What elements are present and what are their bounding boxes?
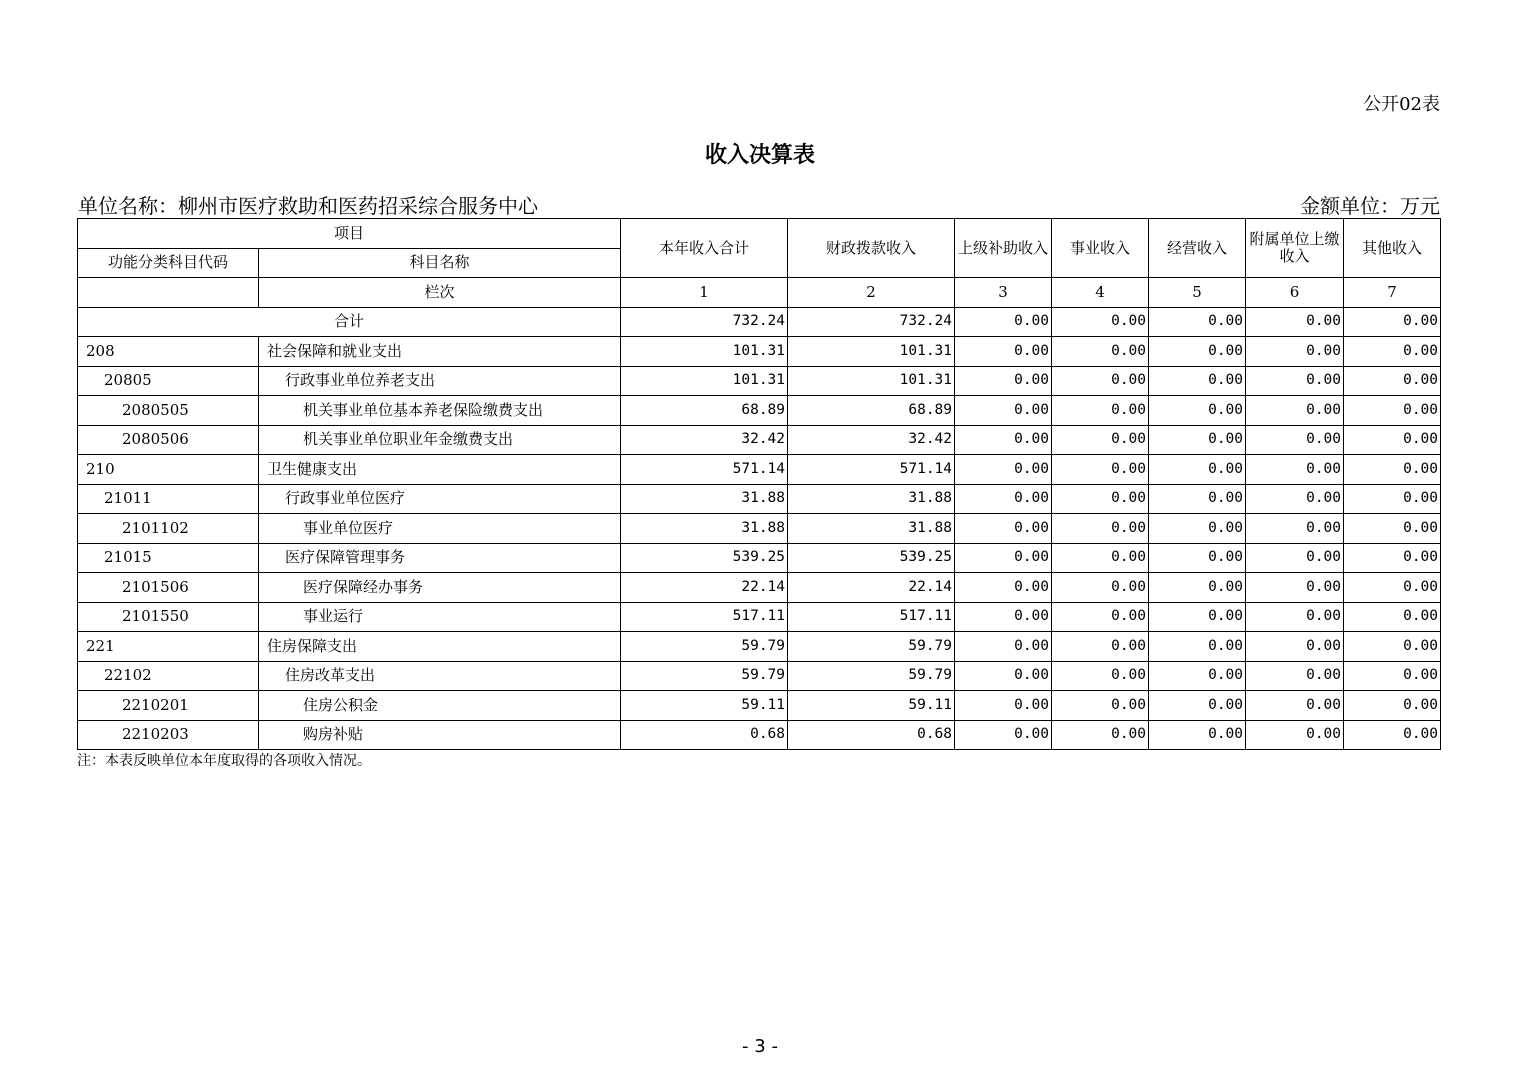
amount-cell: 0.00 (1246, 602, 1344, 632)
total-label: 合计 (78, 307, 621, 337)
amount-cell: 0.00 (1149, 455, 1246, 485)
amount-cell: 0.00 (955, 484, 1052, 514)
amount-cell: 0.00 (955, 661, 1052, 691)
total-value: 732.24 (788, 307, 955, 337)
amount-cell: 0.00 (1246, 455, 1344, 485)
header-affiliated: 附属单位上缴收入 (1246, 219, 1344, 278)
subject-name: 机关事业单位职业年金缴费支出 (259, 425, 621, 455)
amount-cell: 0.00 (955, 396, 1052, 426)
amount-cell: 0.00 (955, 337, 1052, 367)
amount-cell: 0.00 (1246, 543, 1344, 573)
header-name: 科目名称 (259, 248, 621, 278)
amount-cell: 32.42 (788, 425, 955, 455)
total-value: 732.24 (621, 307, 788, 337)
subject-code: 2101550 (78, 602, 259, 632)
total-value: 0.00 (1344, 307, 1441, 337)
table-row (78, 484, 1441, 514)
total-value: 0.00 (1149, 307, 1246, 337)
amount-cell: 0.00 (1149, 691, 1246, 721)
col-num: 2 (788, 278, 955, 308)
amount-cell: 0.00 (1149, 543, 1246, 573)
amount-cell: 0.00 (1052, 455, 1149, 485)
page-title: 收入决算表 (704, 142, 815, 168)
amount-cell: 59.79 (621, 661, 788, 691)
table-row (78, 514, 1441, 544)
amount-cell: 101.31 (788, 337, 955, 367)
subject-name: 卫生健康支出 (259, 455, 621, 485)
amount-cell: 0.00 (1246, 337, 1344, 367)
amount-cell: 31.88 (788, 484, 955, 514)
amount-cell: 0.00 (1052, 484, 1149, 514)
amount-cell: 101.31 (788, 366, 955, 396)
amount-cell: 0.00 (955, 543, 1052, 573)
amount-cell: 0.00 (1246, 661, 1344, 691)
subject-name: 事业单位医疗 (259, 514, 621, 544)
amount-cell: 0.00 (1052, 720, 1149, 750)
amount-cell: 0.00 (1344, 514, 1441, 544)
amount-cell: 0.00 (1052, 514, 1149, 544)
amount-cell: 59.79 (788, 632, 955, 662)
amount-cell: 0.00 (1052, 425, 1149, 455)
amount-cell: 0.00 (1246, 484, 1344, 514)
amount-cell: 0.00 (1344, 337, 1441, 367)
amount-cell: 68.89 (621, 396, 788, 426)
amount-cell: 101.31 (621, 366, 788, 396)
amount-cell: 517.11 (621, 602, 788, 632)
amount-cell: 68.89 (788, 396, 955, 426)
subject-name: 医疗保障管理事务 (259, 543, 621, 573)
table-row (78, 366, 1441, 396)
header-project: 项目 (78, 219, 621, 249)
column-index-row (78, 278, 1441, 308)
amount-cell: 0.00 (1149, 396, 1246, 426)
amount-cell: 0.00 (1344, 691, 1441, 721)
col-num: 6 (1246, 278, 1344, 308)
subject-name: 住房保障支出 (259, 632, 621, 662)
amount-cell: 31.88 (621, 514, 788, 544)
column-index-label: 栏次 (259, 278, 621, 308)
table-row (78, 337, 1441, 367)
subject-name: 社会保障和就业支出 (259, 337, 621, 367)
amount-cell: 571.14 (621, 455, 788, 485)
amount-cell: 0.00 (1344, 573, 1441, 603)
subject-name: 住房公积金 (259, 691, 621, 721)
table-note: 注：本表反映单位本年度取得的各项收入情况。 (77, 753, 371, 769)
subject-code: 210 (78, 455, 259, 485)
header-superior: 上级补助收入 (955, 219, 1052, 278)
subject-code: 20805 (78, 366, 259, 396)
amount-cell: 0.00 (1344, 455, 1441, 485)
amount-cell: 0.00 (1052, 602, 1149, 632)
amount-cell: 0.00 (1149, 661, 1246, 691)
amount-cell: 0.00 (1344, 661, 1441, 691)
amount-cell: 0.68 (788, 720, 955, 750)
col-num: 7 (1344, 278, 1441, 308)
header-total: 本年收入合计 (621, 219, 788, 278)
subject-code: 2210201 (78, 691, 259, 721)
amount-cell: 0.00 (1246, 573, 1344, 603)
amount-cell: 0.00 (1344, 632, 1441, 662)
col-num: 3 (955, 278, 1052, 308)
total-value: 0.00 (955, 307, 1052, 337)
subject-code: 22102 (78, 661, 259, 691)
amount-cell: 0.00 (1149, 720, 1246, 750)
amount-cell: 0.00 (1246, 691, 1344, 721)
subject-name: 住房改革支出 (259, 661, 621, 691)
amount-cell: 32.42 (621, 425, 788, 455)
table-row (78, 661, 1441, 691)
amount-cell: 0.00 (1246, 632, 1344, 662)
amount-cell: 0.00 (955, 720, 1052, 750)
amount-cell: 0.00 (1052, 366, 1149, 396)
amount-cell: 0.00 (1052, 543, 1149, 573)
page-number: - 3 - (742, 1036, 778, 1057)
amount-cell: 0.00 (1052, 337, 1149, 367)
amount-cell: 0.00 (1149, 514, 1246, 544)
subject-code: 2080506 (78, 425, 259, 455)
table-row (78, 720, 1441, 750)
amount-cell: 0.00 (955, 602, 1052, 632)
amount-cell: 0.00 (1149, 602, 1246, 632)
table-row (78, 573, 1441, 603)
amount-cell: 0.00 (1246, 720, 1344, 750)
table-row (78, 425, 1441, 455)
amount-cell: 31.88 (788, 514, 955, 544)
amount-cell: 0.00 (1052, 691, 1149, 721)
amount-cell: 0.00 (955, 514, 1052, 544)
amount-cell: 0.00 (1149, 337, 1246, 367)
amount-cell: 0.00 (1149, 632, 1246, 662)
header-fiscal: 财政拨款收入 (788, 219, 955, 278)
amount-cell: 0.00 (1149, 366, 1246, 396)
header-other: 其他收入 (1344, 219, 1441, 278)
amount-cell: 59.11 (621, 691, 788, 721)
amount-cell: 0.00 (955, 573, 1052, 603)
table-row (78, 602, 1441, 632)
subject-code: 2101506 (78, 573, 259, 603)
amount-cell: 59.79 (788, 661, 955, 691)
amount-cell: 0.00 (955, 455, 1052, 485)
amount-cell: 59.79 (621, 632, 788, 662)
total-row (78, 307, 1441, 337)
subject-code: 208 (78, 337, 259, 367)
amount-cell: 0.00 (1052, 632, 1149, 662)
subject-name: 医疗保障经办事务 (259, 573, 621, 603)
amount-cell: 0.00 (1344, 366, 1441, 396)
header-operating: 经营收入 (1149, 219, 1246, 278)
amount-cell: 0.00 (1246, 396, 1344, 426)
amount-cell: 0.00 (1149, 425, 1246, 455)
subject-code: 2080505 (78, 396, 259, 426)
amount-cell: 31.88 (621, 484, 788, 514)
amount-cell: 22.14 (621, 573, 788, 603)
table-row (78, 632, 1441, 662)
amount-cell: 539.25 (788, 543, 955, 573)
subject-code: 2210203 (78, 720, 259, 750)
amount-cell: 517.11 (788, 602, 955, 632)
amount-cell: 0.00 (1246, 425, 1344, 455)
subject-name: 事业运行 (259, 602, 621, 632)
amount-cell: 0.00 (1344, 484, 1441, 514)
table-row (78, 543, 1441, 573)
amount-cell: 0.00 (1344, 396, 1441, 426)
amount-cell: 0.00 (1344, 425, 1441, 455)
amount-cell: 101.31 (621, 337, 788, 367)
amount-cell: 0.00 (1149, 573, 1246, 603)
amount-cell: 0.00 (955, 366, 1052, 396)
col-num: 1 (621, 278, 788, 308)
header-code: 功能分类科目代码 (78, 248, 259, 278)
amount-cell: 0.00 (1052, 573, 1149, 603)
subject-code: 21011 (78, 484, 259, 514)
amount-cell: 0.00 (955, 425, 1052, 455)
amount-cell: 0.00 (1344, 720, 1441, 750)
amount-cell: 0.00 (1246, 514, 1344, 544)
amount-cell: 59.11 (788, 691, 955, 721)
amount-cell: 0.00 (1052, 661, 1149, 691)
amount-cell: 0.00 (1344, 543, 1441, 573)
subject-name: 购房补贴 (259, 720, 621, 750)
amount-cell: 0.00 (1246, 366, 1344, 396)
amount-cell: 22.14 (788, 573, 955, 603)
subject-name: 行政事业单位养老支出 (259, 366, 621, 396)
subject-name: 机关事业单位基本养老保险缴费支出 (259, 396, 621, 426)
form-number: 公开02表 (1363, 94, 1440, 115)
amount-cell: 0.00 (1052, 396, 1149, 426)
amount-cell: 0.00 (1149, 484, 1246, 514)
table-row (78, 455, 1441, 485)
header-business: 事业收入 (1052, 219, 1149, 278)
amount-cell: 571.14 (788, 455, 955, 485)
subject-code: 2101102 (78, 514, 259, 544)
total-value: 0.00 (1246, 307, 1344, 337)
amount-cell: 539.25 (621, 543, 788, 573)
subject-code: 21015 (78, 543, 259, 573)
amount-cell: 0.00 (1344, 602, 1441, 632)
col-num: 5 (1149, 278, 1246, 308)
table-row (78, 691, 1441, 721)
amount-cell: 0.68 (621, 720, 788, 750)
amount-cell: 0.00 (955, 632, 1052, 662)
total-value: 0.00 (1052, 307, 1149, 337)
subject-name: 行政事业单位医疗 (259, 484, 621, 514)
col-num: 4 (1052, 278, 1149, 308)
table-row (78, 396, 1441, 426)
amount-cell: 0.00 (955, 691, 1052, 721)
amount-unit: 金额单位：万元 (1300, 194, 1440, 218)
subject-code: 221 (78, 632, 259, 662)
unit-name: 单位名称：柳州市医疗救助和医药招采综合服务中心 (78, 194, 538, 218)
income-table (77, 218, 1441, 750)
